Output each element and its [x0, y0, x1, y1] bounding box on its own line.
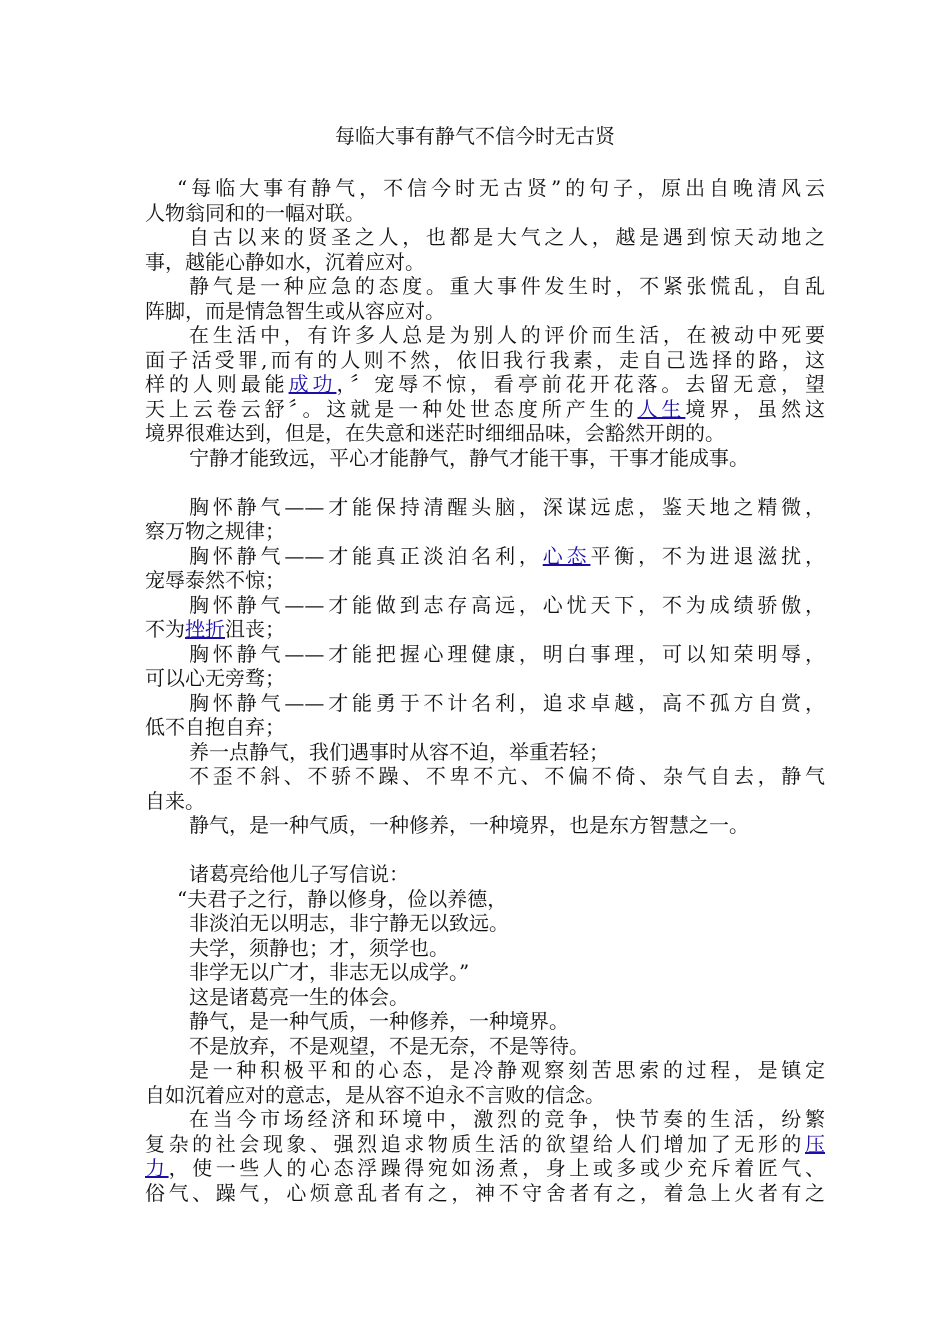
text-line: 境界很难达到，但是，在失意和迷茫时细细品味，会豁然开朗的。 — [145, 421, 725, 445]
text-line: 静气，是一种气质，一种修养，一种境界，也是东方智慧之一。 — [189, 813, 749, 837]
text-span: 平衡，不为进退滋扰， — [590, 543, 826, 568]
text-line: 阵脚，而是情急智生或从容应对。 — [145, 298, 445, 323]
text-line: 自来。 — [145, 788, 205, 813]
text-line: 诸葛亮给他儿子写信说： — [189, 862, 409, 886]
text-line — [145, 544, 825, 569]
text-line: 不是放弃，不是观望，不是无奈，不是等待。 — [189, 1033, 589, 1058]
text-line: 在当今市场经济和环境中，激烈的竞争，快节奏的生活，纷繁 — [189, 1107, 825, 1131]
document-title: 每临大事有静气不信今时无古贤 — [335, 124, 615, 148]
text-line: 自如沉着应对的意志，是从容不迫永不言败的信念。 — [145, 1082, 605, 1107]
text-line: 是一种积极平和的心态，是冷静观察刻苦思索的过程，是镇定 — [189, 1058, 825, 1082]
text-line — [145, 617, 825, 642]
text-line: 面子活受罪,而有的人则不然，依旧我行我素，走自己选择的路，这 — [145, 347, 825, 372]
text-line: 静气，是一种气质，一种修养，一种境界。 — [189, 1009, 569, 1033]
text-span: ，使一些人的心态浮躁得宛如汤煮，身上或多或少充斥着匠气、 — [168, 1156, 826, 1180]
text-span: 复杂的社会现象、强烈追求物质生活的欲望给人们增加了无形的 — [145, 1131, 805, 1156]
text-span: 样的人则最能 — [145, 372, 289, 396]
hyperlink[interactable]: 力 — [145, 1156, 169, 1180]
blank-line — [145, 470, 825, 495]
text-line — [145, 372, 825, 397]
text-line: 宁静才能致远，平心才能静气，静气才能干事，干事才能成事。 — [189, 445, 749, 470]
text-line: 胸怀静气——才能把握心理健康，明白事理，可以知荣明辱， — [189, 641, 825, 666]
text-line: 可以心无旁骛； — [145, 666, 285, 690]
text-line — [145, 1132, 825, 1157]
text-line: 低不自抱自弃； — [145, 715, 285, 739]
text-line: 非学无以广才，非志无以成学。” — [189, 960, 470, 984]
text-line: 察万物之规律； — [145, 519, 285, 543]
text-span: 天上云卷云舒〞。这就是一种处世态度所产生的 — [145, 396, 638, 421]
text-span: 境界，虽然这 — [685, 396, 826, 421]
text-line: 自古以来的贤圣之人，也都是大气之人，越是遇到惊天动地之 — [189, 225, 825, 249]
text-line: 静气是一种应急的态度。重大事件发生时，不紧张慌乱，自乱 — [189, 274, 825, 298]
text-span: ，〞宠辱不惊，看亭前花开花落。去留无意，望 — [336, 372, 826, 396]
hyperlink[interactable]: 挫折 — [185, 617, 225, 641]
text-line: 非淡泊无以明志，非宁静无以致远。 — [189, 911, 509, 935]
hyperlink[interactable]: 压 — [805, 1131, 825, 1156]
hyperlink[interactable]: 成功 — [288, 372, 337, 396]
text-line: 养一点静气，我们遇事时从容不迫，举重若轻； — [189, 739, 609, 764]
text-line: 胸怀静气——才能保持清醒头脑，深谋远虑，鉴天地之精微， — [189, 494, 825, 519]
text-line: 在生活中，有许多人总是为别人的评价而生活，在被动中死要 — [189, 323, 825, 347]
text-line: 胸怀静气——才能做到志存高远，心忧天下，不为成绩骄傲， — [189, 592, 825, 617]
text-span: 胸怀静气——才能真正淡泊名利， — [189, 543, 543, 568]
text-line: 胸怀静气——才能勇于不计名利，追求卓越，高不孤方自赏， — [189, 690, 825, 715]
text-line: 俗气、躁气，心烦意乱者有之，神不守舍者有之，着急上火者有之 — [145, 1180, 825, 1205]
hyperlink[interactable]: 心态 — [542, 543, 591, 568]
text-line: 夫学，须静也；才，须学也。 — [189, 935, 449, 960]
text-line: “夫君子之行，静以修身，俭以养德， — [177, 886, 508, 911]
text-line — [145, 1156, 825, 1181]
hyperlink[interactable]: 人生 — [637, 396, 686, 421]
text-line — [145, 397, 825, 422]
text-line: 这是诸葛亮一生的体会。 — [189, 984, 409, 1009]
text-line: 宠辱泰然不惊； — [145, 568, 285, 592]
text-line: 不歪不斜、不骄不躁、不卑不亢、不偏不倚、杂气自去，静气 — [189, 764, 825, 788]
blank-line — [145, 838, 825, 863]
text-span: 不为 — [145, 617, 185, 641]
text-line: 人物翁同和的一幅对联。 — [145, 200, 365, 225]
text-line: “每临大事有静气，不信今时无古贤”的句子，原出自晚清风云 — [177, 176, 825, 200]
text-line: 事，越能心静如水，沉着应对。 — [145, 249, 425, 274]
text-span: 沮丧； — [225, 617, 285, 641]
document-body — [145, 176, 825, 1205]
